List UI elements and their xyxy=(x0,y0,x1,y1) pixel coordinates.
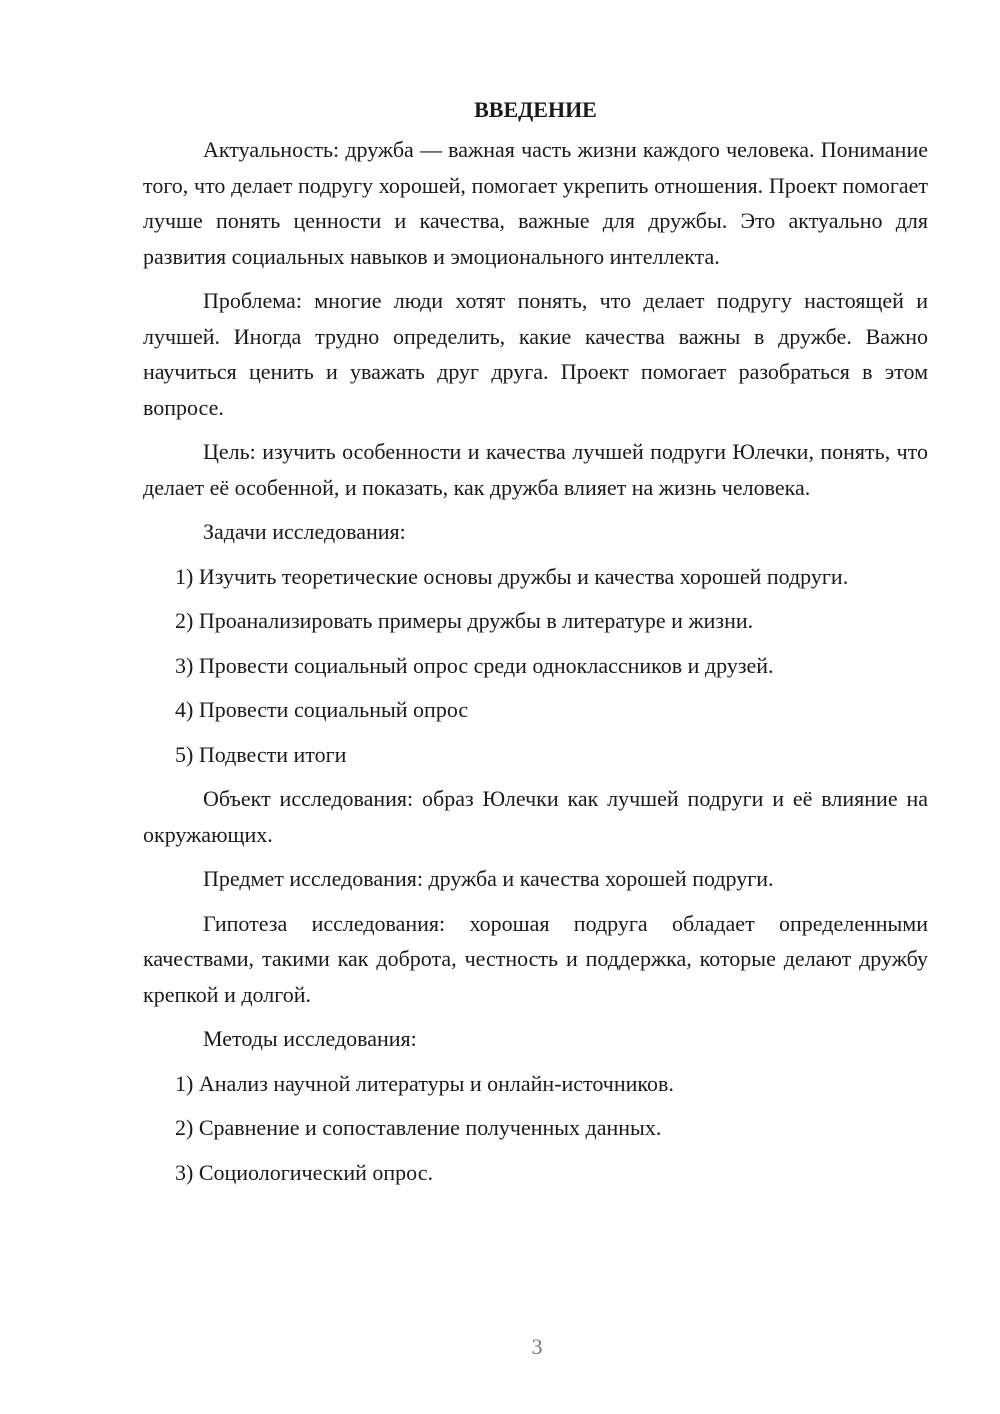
methods-heading: Методы исследования: xyxy=(203,1026,417,1051)
task-item: 2) Проанализировать примеры дружбы в литературе и жизни. xyxy=(175,608,754,633)
page-number: 3 xyxy=(531,1334,543,1359)
page-content xyxy=(143,92,928,1190)
method-item: 3) Социологический опрос. xyxy=(175,1159,433,1185)
problem-paragraph: Проблема: многие люди хотят понять, что делает подругу настоящей и лучшей. Иногда трудно определить, какие качества важны в дружбе. Важно научиться ценить и уважать друг друга. Проект помогает разобраться в этом вопросе. xyxy=(143,288,928,420)
method-item: 2) Сравнение и сопоставление полученных данных. xyxy=(175,1115,662,1140)
task-item: 1) Изучить теоретические основы дружбы и качества хорошей подруги. xyxy=(175,563,849,589)
subject-paragraph: Предмет исследования: дружба и качества хорошей подруги. xyxy=(203,866,774,891)
section-title: ВВЕДЕНИЕ xyxy=(474,97,597,122)
object-paragraph: Объект исследования: образ Юлечки как лучшей подруги и её влияние на окружающих. xyxy=(143,786,928,847)
goal-paragraph: Цель: изучить особенности и качества лучшей подруги Юлечки, понять, что делает её особенной, и показать, как дружба влияет на жизнь человека. xyxy=(143,439,928,500)
task-item: 3) Провести социальный опрос среди одноклассников и друзей. xyxy=(175,652,774,678)
relevance-paragraph: Актуальность: дружба — важная часть жизни каждого человека. Понимание того, что делает подругу хорошей, помогает укрепить отношения. Проект помогает лучше понять ценности и качества, важные для дружбы. Это актуально для развития социальных навыков и эмоционального интеллекта. xyxy=(143,137,928,269)
task-item: 5) Подвести итоги xyxy=(175,741,347,767)
method-item: 1) Анализ научной литературы и онлайн-источников. xyxy=(175,1070,674,1096)
task-item: 4) Провести социальный опрос xyxy=(175,697,469,722)
tasks-heading: Задачи исследования: xyxy=(203,519,406,544)
hypothesis-paragraph: Гипотеза исследования: хорошая подруга обладает определенными качествами, такими как доброта, честность и поддержка, которые делают дружбу крепкой и долгой. xyxy=(143,910,928,1007)
